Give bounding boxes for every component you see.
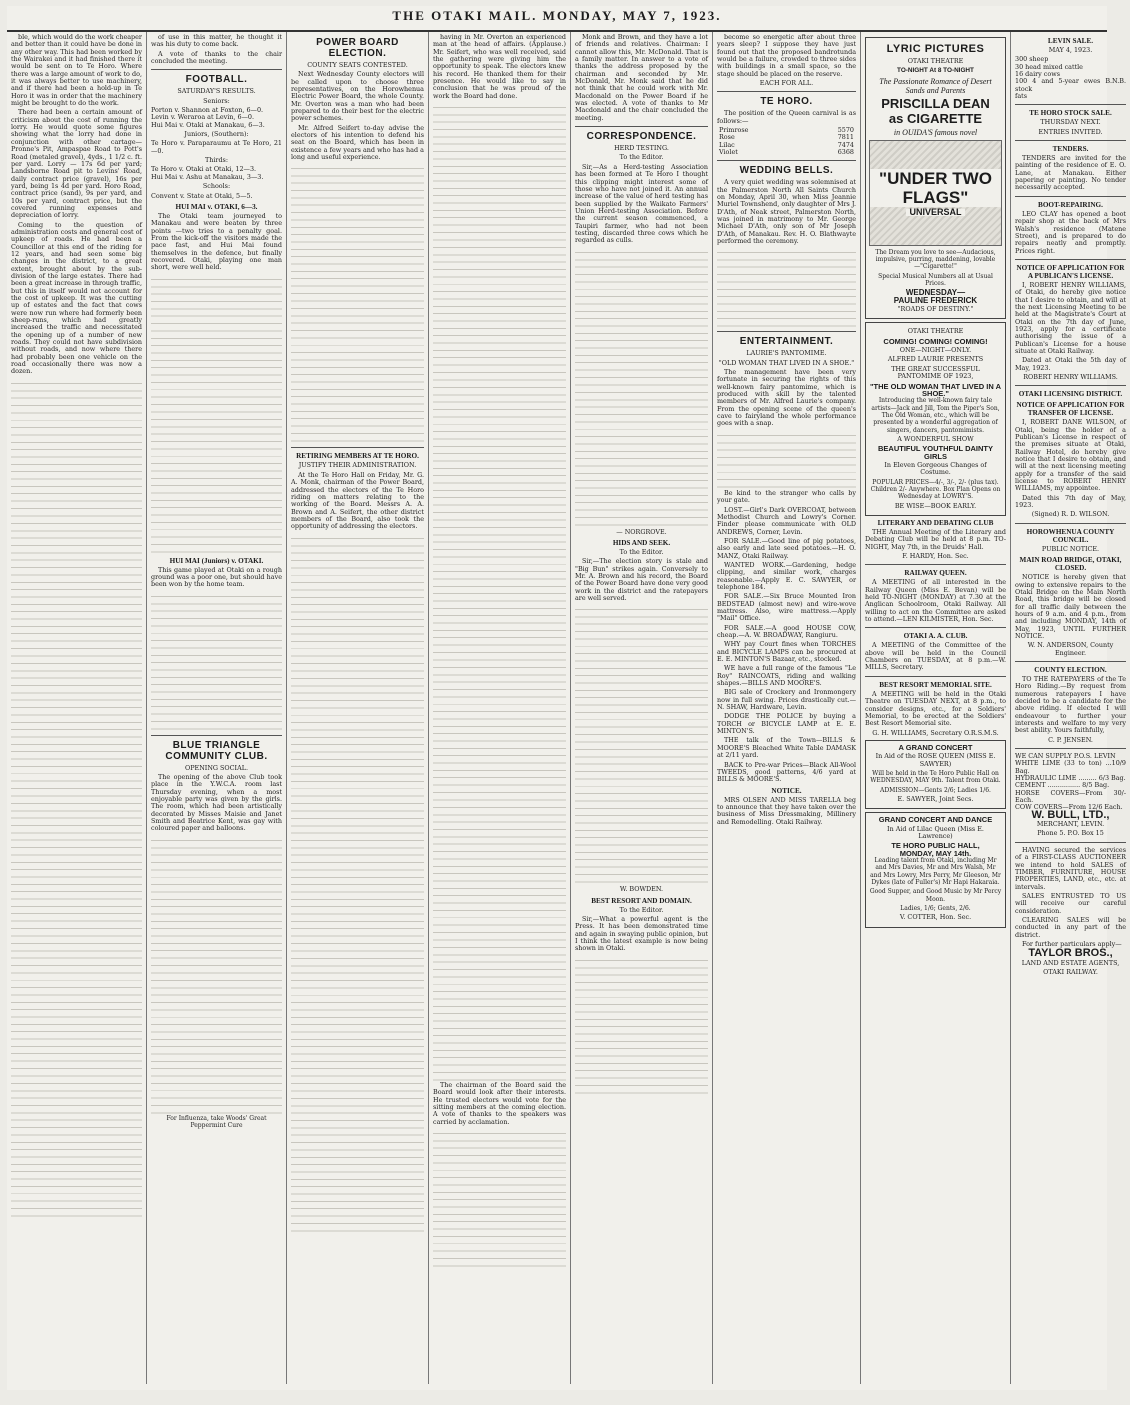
article-paragraph: Coming to the question of administration costs and general cost of upkeep of roads. He had been a Councillor at this end of the riding for 12 years, and had seen some big changes in the district, to a great extent, brought about by the sub-division of the large estates. There had been a great increase in through traffic, but this in itself would not account for the cost of upkeep. It was the cutting up of estates and the fact that cows were now run where had formerly been sheep-runs, which had greatly increased the traffic and necessitated the opening up of a number of new roads. They could not have subdivision without roads, and now where there had probably been one vehicle on the road occasionally there was now a dozen. <box>11 220 142 376</box>
notice-signature: W. N. ANDERSON, County Engineer. <box>1027 641 1114 657</box>
divider <box>1015 661 1126 662</box>
levin-sale-date: MAY 4, 1923. <box>1048 46 1093 54</box>
continued-text-block <box>291 533 424 673</box>
notice-text: A MEETING of the Committee of the above will be held in the Council Chambers on TUESDAY, at 8 p.m.—W. MILLS, Secretary. <box>865 641 1006 672</box>
taylor-bros-place: OTAKI RAILWAY. <box>1043 967 1098 976</box>
queen-name: Rose <box>719 133 735 142</box>
grand-concert-ad <box>865 740 1006 809</box>
score-line: Te Horo v. Otaki at Otaki, 12—3. <box>151 165 257 174</box>
w-bull-merchant: MERCHANT, LEVIN. <box>1036 820 1105 829</box>
score-line: Porton v. Shannon at Foxton, 6—0. <box>151 106 264 115</box>
article-paragraph: Sir,—The election story is stale and "Big Bun" strikes again. Conversely to Mr. A. Brown and his record, the Board of the Power Board have done very good work in the district and the ratepayers are well served. <box>575 557 708 602</box>
taylor-bros-agents: LAND AND ESTATE AGENTS, <box>1021 958 1120 967</box>
classified-ad: THE talk of the Town—BILLS & MOORE'S Bleached White Table DAMASK at 2/11 yard. <box>717 736 856 760</box>
article-paragraph: A very quiet wedding was solemnised at the Palmerston North All Saints Church on Monday, April 30, when Miss Jeannie Muriel Townshend, only daughter of Mrs J. D'Ath, of Neak street, Palmerston North, was joined in matrimony to Mr. George Michael D'Ath, only son of Mr Joseph D'Ath, of Manakau. Rev. H. O. Blathwayte performed the ceremony. <box>717 178 856 246</box>
dance-supper: Good Supper, and Good Music by Mr Percy Moon. <box>869 888 1002 903</box>
continued-text-block <box>291 953 424 1093</box>
notice-text: I, ROBERT DANE WILSON, of Otaki, being the holder of a Publican's License in respect of the premises situate at Otaki, Railway Hotel, do hereby give notice that I desire to obtain, and will at the next licensing meeting apply for a transfer of the said license to ROBERT HENRY WILLIAMS, my appointee. <box>1015 418 1126 493</box>
classified-ad: FOR SALE.—Six Bruce Mounted Iron BEDSTEAD (almost new) and wire-wove mattress. Also, wire mattress.—Apply "Mail" Office. <box>717 592 856 623</box>
film-title: "UNDER TWO FLAGS" <box>870 169 1001 207</box>
notice-text: CLEARING SALES will be conducted in any part of the district. <box>1015 915 1126 939</box>
letter-signature: — NORGROVE. <box>616 527 667 536</box>
notice-text: A MEETING will be held in the Otaki Theatre on TUESDAY NEXT, at 8 p.m., to consider designs, etc., for a Soldiers' Memorial, to be erected at the Soldiers' Best Resort Memorial site. <box>865 689 1006 728</box>
continued-text-block <box>433 242 566 382</box>
notice-text: A MEETING of all interested in the Railway Queen (Miss E. Bevan) will be held TO-NIGHT (MONDAY) at 7.30 at the Anglican Schoolroom, Otaki Railway. All willing to act on the Committee are asked to attend.—LEN KILMISTER, Hon. Sec. <box>865 578 1006 624</box>
divider <box>1015 259 1126 260</box>
wednesday-film: "ROADS OF DESTINY." <box>897 305 974 314</box>
entertainment-heading: ENTERTAINMENT. <box>739 336 834 348</box>
stock-sale-date: THURSDAY NEXT. <box>1040 118 1101 127</box>
w-bull-phone: Phone 5. P.O. Box 15 <box>1037 829 1104 838</box>
column-5 <box>571 32 713 1384</box>
divider <box>717 160 856 161</box>
continued-text-block <box>433 102 566 242</box>
sale-line: 16 dairy cows <box>1015 70 1060 79</box>
sale-line: 300 sheep <box>1015 55 1049 64</box>
opening-subheading: OPENING SOCIAL. <box>185 763 248 772</box>
memorial-heading: BEST RESORT MEMORIAL SITE. <box>879 680 992 689</box>
council-heading: HOROWHENUA COUNTY COUNCIL. <box>1026 527 1115 544</box>
column-4 <box>429 32 571 1384</box>
novel-credit: in OUIDA'S famous novel <box>893 127 978 137</box>
article-paragraph: Monk and Brown, and they have a lot of friends and relatives. Chairman: I cannot allow this, Mr. McDonald. That is a family matter. In answer to a vote of thanks the address proposed by the chairman and seconded by Mr. McDonald, Mr. Monk said that he did not think that he could work with Mr. Macdonald on the Power Board if he was elected. A vote of thanks to Mr Macdonald and the chair concluded the meeting. <box>575 33 708 122</box>
juniors-match-heading: HUI MAI (Juniors) v. OTAKI. <box>169 556 264 565</box>
tonight-banner: TO-NIGHT At 8 TO-NIGHT <box>897 67 974 75</box>
football-heading: FOOTBALL. <box>185 74 248 86</box>
article-paragraph: ble, which would do the work cheaper and better than it could have be done in any other way. This had been worked by the Wairakei and it had finished there it would be sent on to Te Horo. Where there was a large amount of work to do, it was always better to use machinery, and if there had been a hold-up in Te Horo it was in order that the machinery might be brought to do the work. <box>11 33 142 108</box>
notice-date: Dated at Otaki the 5th day of May, 1923. <box>1015 356 1126 372</box>
pantomime-description: Introducing the well-known fairy tale artists—Jack and Jill, Tom the Piper's Son, The Old Woman, etc., which will be presented by a wonderful aggregation of singers, dancers, pantomimists. <box>871 397 1000 434</box>
notice-signature: ROBERT HENRY WILLIAMS. <box>1023 373 1118 381</box>
sale-line: 100 4 and 5-year ewes B.N.B. stock <box>1015 77 1126 93</box>
columns <box>7 32 1126 1384</box>
dance-subheading: In Aid of Lilac Queen (Miss E. Lawrence) <box>887 824 984 840</box>
letter-signature: EACH FOR ALL. <box>759 79 814 88</box>
divider <box>865 564 1006 565</box>
retiring-heading: RETIRING MEMBERS AT TE HORO. <box>296 452 419 461</box>
notice-heading: NOTICE. <box>771 786 802 795</box>
notice-text: THE Annual Meeting of the Literary and Debating Club will be held at 8 p.m. TO-NIGHT, May 7th, in the Druids' Hall. <box>865 528 1006 551</box>
price-line: HYDRAULIC LIME ......... 6/3 Bag. <box>1015 774 1126 783</box>
continued-text-block <box>11 798 142 938</box>
star-role: as CIGARETTE <box>888 110 983 126</box>
notice-signature: F. HARDY, Hon. Sec. <box>902 552 969 561</box>
dainty-girls: BEAUTIFUL YOUTHFUL DAINTY GIRLS <box>877 444 993 461</box>
continued-text-block <box>291 673 424 813</box>
tenders-heading: TENDERS. <box>1052 145 1089 154</box>
continued-text-block <box>151 274 282 414</box>
power-board-subheading: COUNTY SEATS CONTESTED. <box>307 61 408 69</box>
memorial-letter-heading: BEST RESORT AND DOMAIN. <box>591 896 692 905</box>
continued-text-block <box>433 802 566 942</box>
lyric-heading: LYRIC PICTURES <box>886 43 985 55</box>
divider <box>865 627 1006 628</box>
juniors-heading: Juniors, (Southern): <box>184 130 249 139</box>
newspaper-page <box>7 6 1126 1390</box>
divider <box>1015 196 1126 197</box>
column-6 <box>713 32 861 1384</box>
wednesday-star: PAULINE FREDERICK <box>893 295 978 305</box>
herd-testing-subheading: HERD TESTING. <box>614 144 669 153</box>
dance-admission: Ladies, 1/6; Gents, 2/6. <box>900 905 971 913</box>
classified-ad: WANTED WORK.—Gardening, hedge clipping, and similar work, charges reasonable.—Apply E. C. SAWYER, or telephone 184. <box>717 560 856 591</box>
star-name: PRISCILLA DEAN <box>881 95 990 111</box>
price-line: CEMENT ................ 8/5 Bag. <box>1015 781 1110 790</box>
article-paragraph: There had been a certain amount of criticism about the cost of running the lorry. He would quote some figures showing what the lorry had done in conjunction with other cartage—Pronne's Pit, Ampaspae Road to Pott's Road (metaled gravel), 4yds., 1 1/2 c. ft. per yard. Lorry — 17s 6d per yard; Landsborne Road pit to Levins' Road, daily contract price (gravel), 16s per yard, being 1s 4d per yard. Horo Road, contract price (sand), 9s per yard, and 10s per yard, contract price, but the covered running expenses and depreciation of lorry. <box>11 108 142 220</box>
divider <box>151 735 282 736</box>
score-line: Levin v. Weraroa at Levin, 6—0. <box>151 113 255 122</box>
seniors-heading: Seniors: <box>203 96 230 105</box>
classified-ad: BACK to Pre-war Prices—Black All-Wool TWEEDS, good patterns, 4/6 yard at BILLS & MOORE'S. <box>717 760 856 784</box>
bridge-heading: MAIN ROAD BRIDGE, OTAKI, CLOSED. <box>1019 556 1122 573</box>
notice-text: TENDERS are invited for the painting of the residence of E. O. Lane, at Manakau. Either papering or painting. No tender necessarily accepted. <box>1015 154 1126 192</box>
election-heading: COUNTY ELECTION. <box>1034 665 1107 674</box>
classified-ad: FOR SALE.—Good line of pig potatoes, also early and late seed potatoes.—H. O. MANZ, Otaki Railway. <box>717 536 856 560</box>
transfer-heading: NOTICE OF APPLICATION FOR TRANSFER OF LICENSE. <box>1016 401 1125 418</box>
queen-votes: 7811 <box>837 133 854 142</box>
continued-text-block <box>151 414 282 554</box>
classified-ad: DODGE THE POLICE by buying a TORCH or BICYCLE LAMP at E. E. MINTON'S. <box>717 712 856 736</box>
sale-line: 30 head mixed cattle <box>1015 62 1083 71</box>
wonderful-show: A WONDERFUL SHOW <box>897 434 974 443</box>
queen-name: Violet <box>719 147 738 156</box>
pantomime-ad <box>865 322 1006 516</box>
queen-name: Lilac <box>719 140 735 149</box>
continued-text-block <box>11 378 142 518</box>
notice-signature: (Signed) R. D. WILSON. <box>1031 510 1110 519</box>
price-line: WHITE LIME (33 to ton) ...10/9 Bag. <box>1015 759 1126 775</box>
concert-admission: ADMISSION—Gents 2/6; Ladies 1/6. <box>880 786 991 794</box>
concert-heading: A GRAND CONCERT <box>898 742 973 752</box>
levin-sale-heading: LEVIN SALE. <box>1047 37 1094 45</box>
taylor-bros-name: TAYLOR BROS., <box>1028 947 1113 960</box>
letter-salutation: To the Editor. <box>619 905 664 914</box>
notice-text: For further particulars apply— <box>1022 939 1122 948</box>
coming-banner: COMING! COMING! COMING! <box>883 336 988 346</box>
dance-text: Leading talent from Otaki, including Mr and Mrs Davies, Mr and Mrs Walsh, Mr and Mrs Lowry, Mrs Perry, Mr Gleeson, Mr Dykes (late of Fuller's) Mr Hapi Hakaraia. <box>870 857 1001 887</box>
theatre-name: OTAKI THEATRE <box>907 327 964 336</box>
notice-text: LEO CLAY has opened a boot repair shop at the back of Mrs Walsh's residence (Matene Street), and is prepared to do repairs neatly and promptly. Prices right. <box>1015 209 1126 255</box>
results-subheading: SATURDAY'S RESULTS. <box>177 87 256 96</box>
lyric-venue: OTAKI THEATRE <box>907 57 964 65</box>
continued-text-block <box>717 247 856 327</box>
article-paragraph: Mr. Alfred Seifert to-day advise the electors of his intention to defend his seat on the Board, which has been in existence a few years and who has had a long and useful experience. <box>291 123 424 162</box>
district-heading: OTAKI LICENSING DISTRICT. <box>1018 390 1123 399</box>
notice-date: Dated this 7th day of May, 1923. <box>1015 493 1126 510</box>
divider <box>1015 385 1126 386</box>
classified-ad: WE have a full range of the famous "Le Roy" RAINCOATS, riding and walking shapes.—BILLS AND MOORE'S. <box>717 664 856 688</box>
continued-text-block <box>11 518 142 658</box>
score-line: Te Horo v. Paraparaumu at Te Horo, 21—0. <box>151 139 282 155</box>
notice-text: TO THE RATEPAYERS of the Te Horo Riding.—By request from numerous ratepayers I have decided to be a candidate for the above riding. If elected I will endeavour to further your interests and welfare to my very best ability. Yours faithfully, <box>1015 674 1126 735</box>
letter-salutation: To the Editor. <box>619 153 664 162</box>
concert-subheading: In Aid of the ROSE QUEEN (MISS E. SAWYER) <box>875 752 996 768</box>
divider <box>291 447 424 448</box>
continued-text-block <box>433 522 566 662</box>
divider <box>151 69 282 70</box>
entries-invited: ENTRIES INVITED. <box>1038 127 1103 136</box>
article-paragraph: Next Wednesday County electors will be called upon to choose three representatives, on the Horowhenua Electric Power Board, the whole County. Mr. Overton was a man who had been prepared to do their best for the electric power schemes. <box>291 70 424 123</box>
blue-triangle-heading: BLUE TRIANGLE COMMUNITY CLUB. <box>165 739 268 762</box>
notice-text: I, ROBERT HENRY WILLIAMS, of Otaki, do hereby give notice that I desire to obtain, and will at the next Licensing Meeting to be held at the Magistrate's Court at Otaki on the 7th day of June, 1923, apply for a certificate authorising the issue of a Publican's License for a house situate at Otaki Railway. <box>1015 280 1126 355</box>
notice-text: SALES ENTRUSTED TO US will receive our careful consideration. <box>1015 891 1126 915</box>
continued-text-block <box>291 303 424 443</box>
boot-repair-heading: BOOT-REPAIRING. <box>1038 200 1103 209</box>
retiring-subheading: JUSTIFY THEIR ADMINISTRATION. <box>298 461 417 470</box>
divider <box>1015 842 1126 843</box>
continued-text-block <box>717 430 856 490</box>
article-paragraph: Sir,—What a powerful agent is the Press. It has been demonstrated time and again in swaying public opinion, but I think the latest example is now being shown in Otaki. <box>575 915 708 953</box>
continued-text-block <box>575 744 708 884</box>
letter-signature: W. BOWDEN. <box>619 885 664 894</box>
price-line: HORSE COVERS—From 30/- Each. <box>1015 788 1126 805</box>
continued-text-block <box>151 835 282 975</box>
w-bull-name: W. BULL, LTD., <box>1031 808 1110 821</box>
wedding-heading: WEDDING BELLS. <box>739 165 834 177</box>
continued-text-block <box>151 975 282 1115</box>
queen-carnival-table <box>717 127 856 156</box>
lyric-pictures-ad <box>865 37 1006 319</box>
score-line: Convent v. State at Otaki, 5—5. <box>151 191 253 200</box>
queen-votes: 5570 <box>837 126 854 135</box>
score-line: Hui Mai v. Ashu at Manakau, 3—3. <box>151 172 264 181</box>
divider <box>1015 748 1126 749</box>
continued-text-block <box>575 247 708 387</box>
article-paragraph: The position of the Queen carnival is as follows:— <box>717 109 856 125</box>
article-paragraph: Sir,—As a Herd-testing Association has been formed at Te Horo I thought this clipping might interest some of those who have not joined it. An annual increase of the value of herd testing has been supplied by the Waikato Farmers' Union Herd-testing Association. Before the current season commenced, a Taupiri farmer, who had not been testing, discarded three cows which he regarded as culls. <box>575 162 708 245</box>
thirds-heading: Thirds: <box>204 156 228 165</box>
masthead <box>7 6 1107 32</box>
divider <box>717 91 856 92</box>
pantomime-line: THE GREAT SUCCESSFUL PANTOMIME OF 1923, <box>891 364 980 381</box>
continued-text-block <box>433 382 566 522</box>
power-board-heading: POWER BOARD ELECTION. <box>316 37 399 59</box>
public-notice-heading: PUBLIC NOTICE. <box>1041 544 1100 553</box>
divider <box>717 331 856 332</box>
article-paragraph: The Otaki team journeyed to Manakau and were beaten by three points —two tries to a penalty goal. From the kick-off the visitors made the pace fast, and Hui Mai found themselves in the defence, but finally recovered. Otaki, playing one man short, were well held. <box>151 211 282 272</box>
score-line: Hui Mai v. Otaki at Manakau, 6—3. <box>151 120 265 129</box>
article-paragraph: At the Te Horo Hall on Friday, Mr. G. A. Monk, chairman of the Power Board, addressed the electors of the Te Horo riding on matters relating to the working of the Board. Messrs A. A. Brown and A. Seifert, the other district members of the Board, also took the opportunity of addressing the electors. <box>291 470 424 531</box>
classified-ad: FOR SALE.—A good HOUSE COW, cheap.—A. W. BROADWAY, Rangiuru. <box>717 623 856 639</box>
continued-text-block <box>291 163 424 303</box>
presenter: ALFRED LAURIE PRESENTS <box>887 355 984 364</box>
railway-queen-heading: RAILWAY QUEEN. <box>904 569 967 578</box>
continued-text-block <box>291 813 424 953</box>
dance-date: MONDAY, MAY 14th. <box>899 848 972 858</box>
dance-heading: GRAND CONCERT AND DANCE <box>878 815 993 825</box>
debating-heading: LITERARY AND DEBATING CLUB <box>877 519 994 527</box>
divider <box>1015 104 1126 105</box>
continued-text-block <box>151 591 282 731</box>
table-row <box>717 149 856 156</box>
notice-text: NOTICE is hereby given that owing to extensive repairs to the Otaki Bridge on the Main North Road, this bridge will be closed for all traffic daily between the hours of 9 a.m. and 4 p.m., from and including MONDAY, 14th of May, 1923, UNTIL FURTHER NOTICE. <box>1015 573 1126 640</box>
classified-ad: WHY pay Court fines when TORCHES and BICYCLE LAMPS can be procured at E. E. MINTON'S Bazaar, etc., stocked. <box>717 640 856 664</box>
hids-heading: HIDS AND SEEK. <box>612 538 671 547</box>
te-horo-heading: TE HORO. <box>760 96 813 108</box>
notice-signature: C. P. JENSEN. <box>1048 735 1093 744</box>
article-paragraph: The management have been very fortunate in securing the rights of this well-known fairy pantomime, which is produced with skill by the talented members of Mr. Alfred Laurie's company. From the opening scene of the queen's cave to fairyland the whole performance goes with a snap. <box>717 368 856 428</box>
article-paragraph: This game played at Otaki on a rough ground was a poor one, but should have been won by the home team. <box>151 565 282 589</box>
article-paragraph: become so energetic after about three years sleep? I suppose they have just found out that the proposed bandrotunda would be a failure, crowded to three sides with buildings in a small space, so the stage should be placed on the reserve. <box>717 33 856 78</box>
concert-signature: E. SAWYER, Joint Secs. <box>897 794 974 803</box>
notice-signature: G. H. WILLIAMS, Secretary O.R.S.M.S. <box>872 728 999 737</box>
table-row <box>717 127 856 134</box>
continued-text-block <box>433 1128 566 1268</box>
continued-text-block <box>11 938 142 1078</box>
pantomime-title: "THE OLD WOMAN THAT LIVED IN A SHOE." <box>869 381 1002 398</box>
one-night-banner: ONE—NIGHT—ONLY. <box>899 346 972 355</box>
film-special: Special Musical Numbers all at Usual Prices. <box>878 272 993 288</box>
column-7 <box>861 32 1011 1384</box>
sale-line: fats <box>1015 92 1028 101</box>
article-paragraph: of use in this matter, he thought it was his duty to come back. <box>151 33 282 49</box>
queen-name: Primrose <box>719 126 749 135</box>
article-paragraph: The chairman of the Board said the Board would look after their interests. He trusted electors would vote for the sitting members at the coming election. A vote of thanks to the speakers was carried by acclamation. <box>433 1081 566 1126</box>
dance-place: TE HORO PUBLIC HALL, <box>891 841 980 851</box>
column-1 <box>7 32 147 1384</box>
continued-text-block <box>291 1093 424 1233</box>
letter-salutation: To the Editor. <box>619 547 664 556</box>
column-3 <box>287 32 429 1384</box>
film-description: The Dream you love to see—Audacious, impulsive, purring, maddening, lovable—"Cigarette!" <box>875 248 996 271</box>
article-paragraph: The opening of the above Club took place in the Y.W.C.A. room last Thursday evening, when a most enjoyable party was given by the girls. The room, which had been artistically decorated by Misses Maisie and Janet Smith and Beatrice Kent, was gay with coloured paper and balloons. <box>151 772 282 833</box>
studio-name: UNIVERSAL <box>906 209 964 216</box>
continued-text-block <box>433 942 566 1082</box>
classified-ad: LOST.—Girl's Dark OVERCOAT, between Methodist Church and Lowry's Corner. Finder please communicate with OLD ANDREWS, Corner, Levin. <box>717 505 856 536</box>
queen-votes: 6368 <box>837 147 854 156</box>
masthead-title: THE OTAKI MAIL. MONDAY, MAY 7, 1923. <box>392 8 722 23</box>
concert-text: Will be held in the Te Horo Public Hall on WEDNESDAY, MAY 9th. Talent from Otaki. <box>870 769 1001 785</box>
footer-ad: For Influenza, take Woods' Great Peppermint Cure <box>166 1114 267 1130</box>
price-line: COW COVERS—From 12/6 Each. <box>1015 803 1123 812</box>
stock-sale-heading: TE HORO STOCK SALE. <box>1029 109 1112 118</box>
supply-line: WE CAN SUPPLY P.O.S. LEVIN <box>1015 752 1116 761</box>
costume-changes: In Eleven Gorgeous Changes of Costume. <box>884 460 987 477</box>
pantomime-title: "OLD WOMAN THAT LIVED IN A SHOE." <box>718 358 855 367</box>
article-paragraph: having in Mr. Overton an experienced man at the head of affairs. (Applause.) Mr. Seifert, who was well received, said the gathering were giving him the opportunity to speak. The electors knew his record. He thanked them for their presence. He would like to say in conclusion that he was proud of the work the Board had done. <box>433 33 566 100</box>
article-paragraph: A vote of thanks to the chair concluded the meeting. <box>151 49 282 66</box>
correspondence-heading: CORRESPONDENCE. <box>586 131 697 143</box>
romance-tagline: The Passionate Romance of Desert Sands and Parents <box>879 76 992 95</box>
continued-text-block <box>11 658 142 798</box>
queen-votes: 7474 <box>837 140 854 149</box>
continued-text-block <box>575 955 708 1095</box>
concert-dance-ad <box>865 812 1006 927</box>
notice-text: MRS OLSEN AND MISS TARELLA beg to announce that they have taken over the business of Miss Dressmaking, Millinery and Remodelling. Otaki Railway. <box>717 795 856 826</box>
column-8 <box>1011 32 1130 1384</box>
continued-text-block <box>575 387 708 527</box>
licence-heading: NOTICE OF APPLICATION FOR A PUBLICAN'S LICENSE. <box>1016 263 1125 280</box>
book-early: BE WISE—BOOK EARLY. <box>894 501 977 510</box>
schools-heading: Schools: <box>202 182 231 191</box>
aa-club-heading: OTAKI A. A. CLUB. <box>903 632 968 641</box>
continued-text-block <box>575 604 708 744</box>
film-poster-art <box>869 140 1002 246</box>
continued-text-block <box>433 662 566 802</box>
table-row <box>717 134 856 141</box>
continued-text-block <box>11 1078 142 1218</box>
dance-signature: V. COTTER, Hon. Sec. <box>899 913 972 922</box>
classified-ad: BIG sale of Crockery and Ironmongery now in full swing. Prices drastically cut.—N. SHAW, Hardware, Levin. <box>717 688 856 712</box>
divider <box>1015 140 1126 141</box>
wednesday-heading: WEDNESDAY— <box>905 288 966 298</box>
pantomime-subheading: LAURIE'S PANTOMIME. <box>746 349 827 358</box>
divider <box>865 676 1006 677</box>
column-2 <box>147 32 287 1384</box>
divider <box>575 126 708 127</box>
divider <box>1015 523 1126 524</box>
popular-prices: POPULAR PRICES—4/-, 3/-, 2/- (plus tax). Children 2/- Anywhere. Box Plan Opens on Wednesday at LOWRY'S. <box>870 478 1001 501</box>
match-heading: HUI MAI v. OTAKI, 6—3. <box>175 202 258 211</box>
notice-text: HAVING secured the services of a FIRST-CLASS AUCTIONEER we intend to hold SALES of TIMBER, FURNITURE, HOUSE PROPERTIES, LAND, etc., etc. at intervals. <box>1015 845 1126 891</box>
classified-ad: Be kind to the stranger who calls by your gate. <box>717 488 856 505</box>
